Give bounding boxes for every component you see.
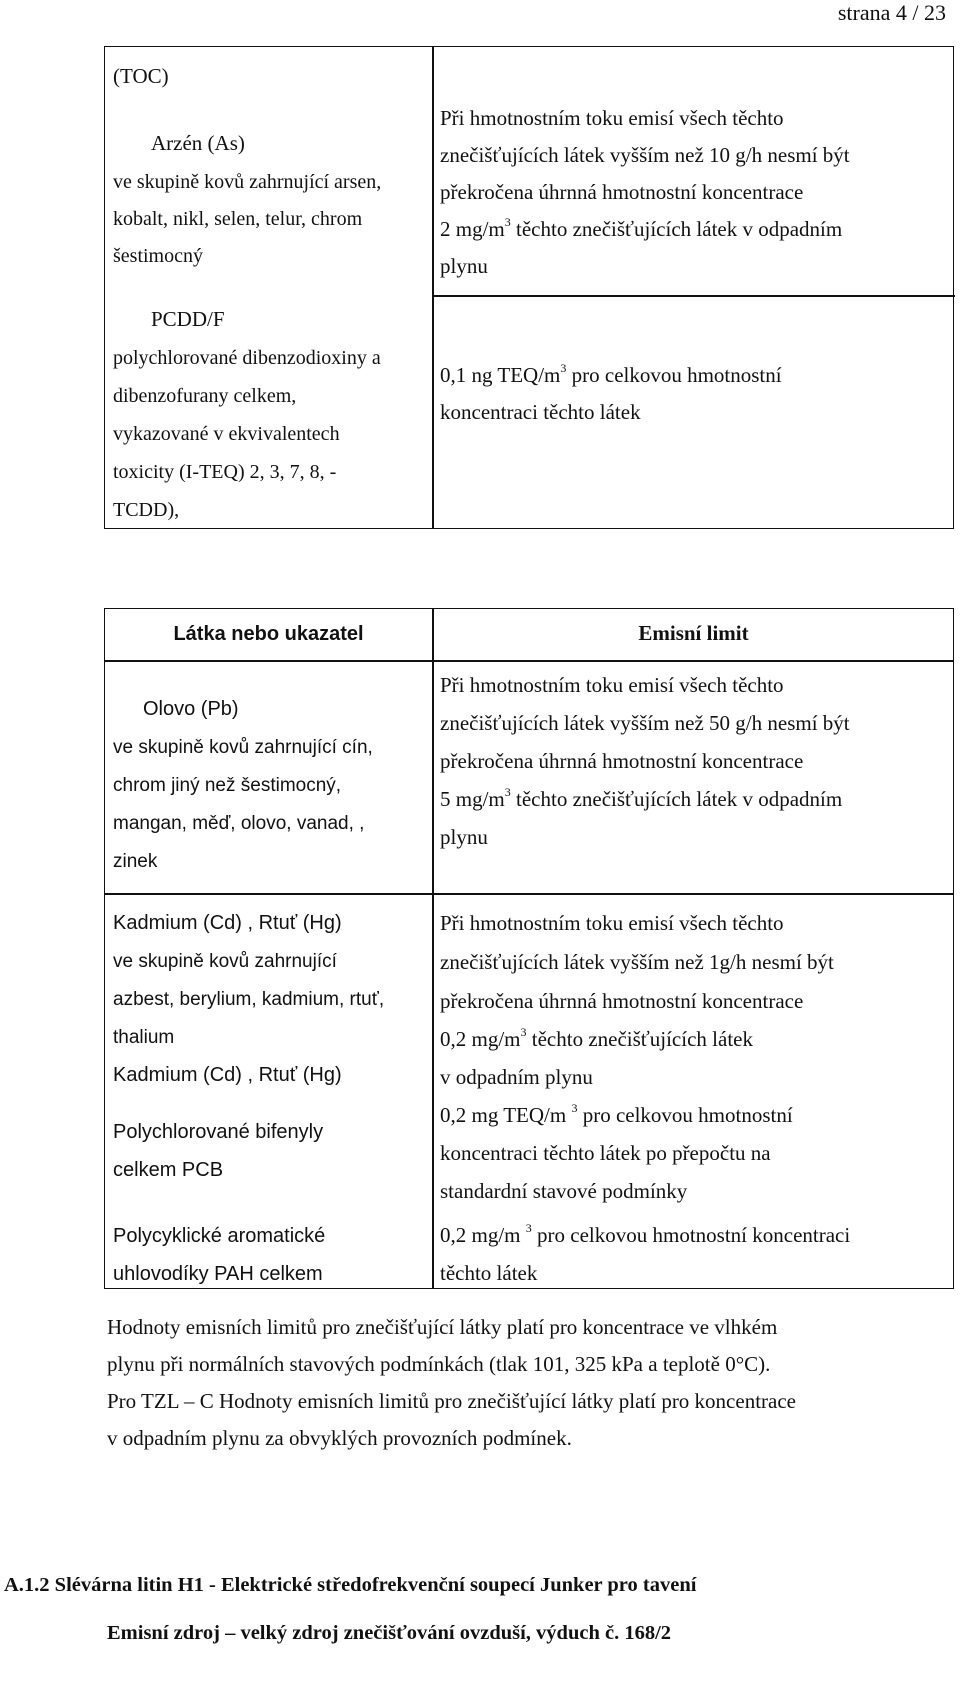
substance-line: Polycyklické aromatické (113, 1225, 326, 1247)
pcdd-desc-line: polychlorované dibenzodioxiny a (113, 347, 381, 369)
pcdd-desc-line: dibenzofurany celkem, (113, 385, 297, 407)
pcdd-desc-line: vykazované v ekvivalentech (113, 423, 340, 445)
footnote-line: plynu při normálních stavových podmínkách (tlak 101, 325 kPa a teplotě 0°C). (107, 1352, 771, 1376)
limit-line: plynu (440, 825, 488, 849)
arsen-desc-line: kobalt, nikl, selen, telur, chrom (113, 208, 363, 230)
limit-value: 0,1 ng TEQ/m (440, 363, 561, 387)
limit-line: překročena úhrnná hmotnostní koncentrace (440, 180, 804, 204)
limit-value: 0,2 mg/m (440, 1223, 526, 1247)
limit-line: koncentraci těchto látek (440, 400, 641, 424)
limit-line: znečišťujících látek vyšším než 50 g/h nesmí být (440, 711, 850, 735)
substance-line: ve skupině kovů zahrnující (113, 951, 337, 972)
arsen-desc-line: šestimocný (113, 245, 203, 267)
limit-text: těchto znečišťujících látek v odpadním (510, 787, 843, 811)
emission-table-1 (104, 46, 954, 529)
substance-line: uhlovodíky PAH celkem (113, 1263, 323, 1285)
limit-value: 5 mg/m (440, 787, 505, 811)
page-indicator: strana 4 / 23 (837, 0, 946, 25)
footnote-line: Hodnoty emisních limitů pro znečišťující látky platí pro koncentrace ve vlhkém (107, 1315, 778, 1339)
emission-table-2 (104, 608, 954, 1289)
substance-line: zinek (113, 851, 158, 872)
substance-line: mangan, měď, olovo, vanad, , (113, 813, 365, 834)
limit-text: pro celkovou hmotnostní koncentraci (531, 1223, 851, 1247)
limit-line: v odpadním plynu (440, 1065, 593, 1089)
limit-text: těchto znečišťujících látek v odpadním (510, 217, 843, 241)
limit-value: 0,2 mg TEQ/m (440, 1103, 572, 1127)
section-title: A.1.2 Slévárna litin H1 - Elektrické středofrekvenční soupecí Junker pro tavení (4, 1574, 697, 1596)
substance-line: thalium (113, 1027, 175, 1048)
substance-line: Polychlorované bifenyly (113, 1121, 324, 1143)
limit-line (440, 363, 782, 388)
superscript: 3 (504, 785, 511, 799)
section-source: Emisní zdroj – velký zdroj znečišťování ovzduší, výduch č. 168/2 (107, 1622, 672, 1644)
limit-text: pro celkovou hmotnostní (577, 1103, 793, 1127)
limit-value: 2 mg/m (440, 217, 505, 241)
pcdd-desc-line: TCDD), (113, 499, 180, 521)
superscript: 3 (520, 1025, 527, 1039)
substance-line: ve skupině kovů zahrnující cín, (113, 737, 373, 758)
limit-text: pro celkovou hmotnostní (566, 363, 782, 387)
superscript: 3 (525, 1221, 532, 1235)
limit-line (440, 1103, 793, 1128)
limit-line: koncentraci těchto látek po přepočtu na (440, 1141, 771, 1165)
limit-line (440, 1027, 753, 1052)
limit-line: překročena úhrnná hmotnostní koncentrace (440, 989, 804, 1013)
pcdd-desc-line: toxicity (I-TEQ) 2, 3, 7, 8, - (113, 461, 337, 483)
limit-line: Při hmotnostním toku emisí všech těchto (440, 106, 784, 130)
substance-title: Kadmium (Cd) , Rtuť (Hg) (113, 912, 342, 934)
limit-value: 0,2 mg/m (440, 1027, 521, 1051)
substance-title: Olovo (Pb) (143, 698, 239, 720)
substance-line: chrom jiný než šestimocný, (113, 775, 342, 796)
limit-line (440, 217, 842, 242)
limit-line (440, 1223, 850, 1248)
limit-line: znečišťujících látek vyšším než 10 g/h nesmí být (440, 143, 850, 167)
limit-line: Při hmotnostním toku emisí všech těchto (440, 911, 784, 935)
superscript: 3 (560, 361, 567, 375)
arsen-title: Arzén (As) (151, 131, 245, 155)
limit-line (440, 787, 842, 812)
limit-line: znečišťujících látek vyšším než 1g/h nesmí být (440, 950, 834, 974)
toc-label: (TOC) (113, 64, 169, 88)
limit-line: plynu (440, 254, 488, 278)
arsen-desc-line: ve skupině kovů zahrnující arsen, (113, 171, 382, 193)
superscript: 3 (571, 1101, 578, 1115)
superscript: 3 (504, 215, 511, 229)
limit-line: Při hmotnostním toku emisí všech těchto (440, 673, 784, 697)
col-header-substance: Látka nebo ukazatel (173, 623, 364, 645)
limit-line: překročena úhrnná hmotnostní koncentrace (440, 749, 804, 773)
limit-line: těchto látek (440, 1261, 538, 1285)
footnote-line: v odpadním plynu za obvyklých provozních podmínek. (107, 1426, 572, 1450)
pcdd-title: PCDD/F (151, 307, 225, 331)
substance-line: azbest, berylium, kadmium, rtuť, (113, 989, 385, 1010)
footnote (107, 1309, 957, 1457)
limit-line: standardní stavové podmínky (440, 1179, 688, 1203)
col-header-limit: Emisní limit (638, 621, 749, 645)
footnote-line: Pro TZL – C Hodnoty emisních limitů pro znečišťující látky platí pro koncentrace (107, 1389, 796, 1413)
substance-title: Kadmium (Cd) , Rtuť (Hg) (113, 1064, 342, 1086)
substance-line: celkem PCB (113, 1159, 224, 1181)
limit-text: těchto znečišťujících látek (526, 1027, 753, 1051)
